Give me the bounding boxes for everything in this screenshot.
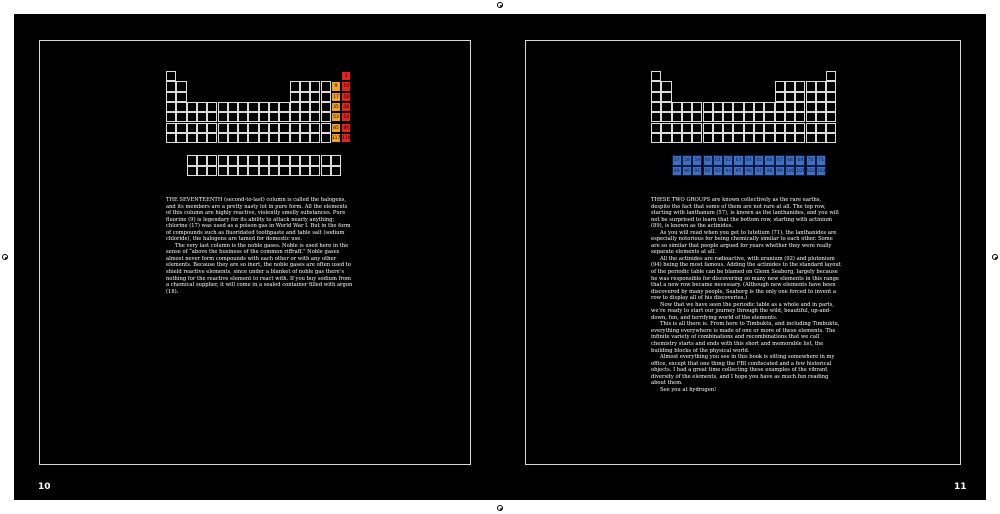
element-cell [723, 123, 733, 133]
element-cell [692, 102, 702, 112]
element-cell [816, 102, 826, 112]
element-cell [290, 92, 300, 102]
actinide-cell: 100 [785, 166, 795, 176]
actinide-cell [290, 166, 300, 176]
element-cell [651, 123, 661, 133]
element-cell [321, 112, 331, 122]
lanthanide-cell: 63 [733, 155, 743, 165]
element-cell [744, 133, 754, 143]
actinide-cell [207, 166, 217, 176]
noble-gas-cell: 54 [341, 112, 351, 122]
element-cell [775, 123, 785, 133]
actinide-cell [248, 166, 258, 176]
element-cell [795, 112, 805, 122]
element-cell [300, 133, 310, 143]
actinide-cell: 93 [713, 166, 723, 176]
element-cell [176, 92, 186, 102]
element-cell [248, 102, 258, 112]
lanthanide-cell: 58 [682, 155, 692, 165]
element-cell [795, 81, 805, 91]
right-page [500, 14, 986, 500]
element-cell [176, 112, 186, 122]
noble-gas-cell: 2 [341, 71, 351, 81]
element-cell [166, 71, 176, 81]
right-body-text [651, 197, 841, 393]
element-cell [321, 133, 331, 143]
actinide-cell [197, 166, 207, 176]
element-cell [795, 133, 805, 143]
element-cell [723, 133, 733, 143]
noble-gas-cell: 10 [341, 81, 351, 91]
element-cell [764, 123, 774, 133]
element-cell [826, 123, 836, 133]
element-cell [290, 123, 300, 133]
element-cell [207, 133, 217, 143]
element-cell [166, 81, 176, 91]
element-cell [816, 92, 826, 102]
element-cell [290, 133, 300, 143]
element-cell [661, 92, 671, 102]
element-cell [733, 133, 743, 143]
registration-mark-icon [497, 505, 503, 511]
lanthanide-cell [248, 155, 258, 165]
registration-mark-icon [2, 254, 8, 260]
element-cell [176, 133, 186, 143]
element-cell [785, 92, 795, 102]
element-cell [795, 92, 805, 102]
actinide-cell [269, 166, 279, 176]
actinide-cell [259, 166, 269, 176]
element-cell [806, 133, 816, 143]
element-cell [279, 133, 289, 143]
paragraph: THESE TWO GROUPS are known collectively as the rare earths, despite the fact that some of them are not rare at all. The top row, starting with lanthanum (57), is known as the lanthanides, and you will not be surprised to learn that the bottom row, starting with actinium (89), is known as the actinides. [651, 197, 839, 230]
lanthanide-cell: 59 [692, 155, 702, 165]
element-cell [248, 123, 258, 133]
element-cell [310, 123, 320, 133]
paragraph: All the actinides are radioactive, with uranium (92) and plutonium (94) being the most famous. Adding the actinides to the standard layout of the periodic table can be blamed on Glenn Seaborg, largely because he was responsible for discovering so many new elements in this range that a new row became necessary. (Although new elements have been discovered by many people, Seaborg is the only one forced to invent a row to display all of his discoveries.) [651, 255, 841, 302]
element-cell [651, 102, 661, 112]
element-cell [703, 102, 713, 112]
element-cell [651, 133, 661, 143]
element-cell [661, 81, 671, 91]
lanthanide-cell: 62 [723, 155, 733, 165]
element-cell [744, 102, 754, 112]
element-cell [651, 92, 661, 102]
book-spread [14, 14, 986, 500]
element-cell [713, 133, 723, 143]
paragraph: Almost everything you see in this book is sitting somewhere in my office, except that one thing the FBI confiscated and a few historical objects. I had a great time collecting these examples of the vibrant diversity of the elements, and I hope you have as much fun reading about them. [651, 354, 835, 387]
element-cell [207, 112, 217, 122]
halogen-cell: 9 [331, 81, 341, 91]
element-cell [248, 112, 258, 122]
actinide-cell: 101 [795, 166, 805, 176]
paragraph: THE SEVENTEENTH (second-to-last) column is called the halogens, and its members are a pretty nasty lot in pure form. All the elements of this column are highly reactive, violently smelly substances. Pure fluorine (9) is legendary for its ability to attack nearly anything; chlorine (17) was used as a poison gas in World War I. But in the form of compounds such as fluoridated toothpaste and table salt (sodium chloride), the halogens are tamed for domestic use. [166, 197, 351, 243]
element-cell [259, 123, 269, 133]
element-cell [775, 81, 785, 91]
lanthanide-cell: 67 [775, 155, 785, 165]
lanthanide-cell: 60 [703, 155, 713, 165]
lanthanide-cell [331, 155, 341, 165]
actinide-cell [228, 166, 238, 176]
element-cell [269, 123, 279, 133]
left-page [14, 14, 500, 500]
element-cell [785, 123, 795, 133]
element-cell [692, 133, 702, 143]
element-cell [682, 123, 692, 133]
element-cell [238, 112, 248, 122]
actinide-cell: 99 [775, 166, 785, 176]
element-cell [290, 112, 300, 122]
element-cell [310, 92, 320, 102]
element-cell [785, 133, 795, 143]
halogen-cell: 85 [331, 123, 341, 133]
element-cell [218, 112, 228, 122]
lanthanide-cell [300, 155, 310, 165]
element-cell [661, 112, 671, 122]
element-cell [300, 112, 310, 122]
lanthanide-cell: 68 [785, 155, 795, 165]
element-cell [310, 133, 320, 143]
element-cell [713, 102, 723, 112]
actinide-cell: 90 [682, 166, 692, 176]
element-cell [269, 133, 279, 143]
element-cell [290, 81, 300, 91]
element-cell [310, 112, 320, 122]
element-cell [816, 133, 826, 143]
element-cell [744, 112, 754, 122]
element-cell [300, 102, 310, 112]
element-cell [775, 112, 785, 122]
element-cell [775, 92, 785, 102]
element-cell [228, 133, 238, 143]
element-cell [816, 81, 826, 91]
element-cell [321, 81, 331, 91]
actinide-cell: 92 [703, 166, 713, 176]
element-cell [754, 112, 764, 122]
element-cell [723, 102, 733, 112]
element-cell [826, 112, 836, 122]
paragraph: The very last column is the noble gases. Noble is used here in the sense of “above the business of the common riffraff.” Noble gases almost never form compounds with each other or with any other elements. Because they are so inert, the noble gases are often used to shield reactive elements, since under a blanket of noble gas there’s nothing for the reactive element to react with. If you buy sodium from a chemical supplier, it will come in a sealed container filled with argon (18). [166, 242, 353, 295]
element-cell [207, 102, 217, 112]
element-cell [775, 102, 785, 112]
element-cell [806, 123, 816, 133]
element-cell [785, 112, 795, 122]
actinide-cell [331, 166, 341, 176]
element-cell [733, 112, 743, 122]
element-cell [176, 102, 186, 112]
noble-gas-cell: 118 [341, 133, 351, 143]
element-cell [806, 112, 816, 122]
actinide-cell: 98 [764, 166, 774, 176]
lanthanide-cell [197, 155, 207, 165]
element-cell [197, 123, 207, 133]
left-body-text [166, 197, 354, 295]
actinide-cell: 96 [744, 166, 754, 176]
element-cell [259, 112, 269, 122]
element-cell [795, 102, 805, 112]
paragraph: Now that we have seen the periodic table as a whole and in parts, we’re ready to start our journey through the wild, beautiful, up-and-down, fun, and terrifying world of the elements. [651, 301, 835, 321]
actinide-cell [321, 166, 331, 176]
element-cell [228, 123, 238, 133]
noble-gas-cell: 86 [341, 123, 351, 133]
lanthanide-cell [259, 155, 269, 165]
noble-gas-cell: 18 [341, 92, 351, 102]
element-cell [187, 133, 197, 143]
element-cell [733, 123, 743, 133]
element-cell [290, 102, 300, 112]
element-cell [259, 133, 269, 143]
element-cell [723, 112, 733, 122]
halogen-cell: 35 [331, 102, 341, 112]
element-cell [764, 102, 774, 112]
lanthanide-cell [228, 155, 238, 165]
element-cell [806, 102, 816, 112]
element-cell [218, 123, 228, 133]
element-cell [228, 112, 238, 122]
paragraph: See you at hydrogen! [660, 386, 717, 393]
element-cell [651, 81, 661, 91]
element-cell [187, 123, 197, 133]
actinide-cell [300, 166, 310, 176]
element-cell [321, 92, 331, 102]
element-cell [187, 112, 197, 122]
page-number: 10 [38, 482, 51, 492]
element-cell [672, 123, 682, 133]
element-cell [692, 123, 702, 133]
element-cell [166, 123, 176, 133]
element-cell [321, 123, 331, 133]
element-cell [713, 112, 723, 122]
element-cell [187, 102, 197, 112]
element-cell [826, 81, 836, 91]
element-cell [279, 112, 289, 122]
registration-mark-icon [992, 254, 998, 260]
actinide-cell: 89 [672, 166, 682, 176]
actinide-cell [187, 166, 197, 176]
element-cell [754, 123, 764, 133]
actinide-cell [279, 166, 289, 176]
element-cell [764, 112, 774, 122]
element-cell [269, 102, 279, 112]
paragraph: This is all there is. From here to Timbuktu, and including Timbuktu, everything everywhere is made of one or more of these elements. The infinite variety of combinations and recombinations that we call chemistry starts and ends with this short and memorable list, the building blocks of the physical world. [651, 321, 840, 354]
element-cell [176, 81, 186, 91]
lanthanide-cell: 57 [672, 155, 682, 165]
element-cell [651, 112, 661, 122]
element-cell [166, 112, 176, 122]
page-number: 11 [954, 482, 967, 492]
actinide-cell [238, 166, 248, 176]
lanthanide-cell [218, 155, 228, 165]
element-cell [764, 133, 774, 143]
actinide-cell [218, 166, 228, 176]
element-cell [682, 102, 692, 112]
element-cell [218, 102, 228, 112]
element-cell [238, 133, 248, 143]
lanthanide-cell [279, 155, 289, 165]
element-cell [661, 133, 671, 143]
element-cell [218, 133, 228, 143]
halogen-cell: 117 [331, 133, 341, 143]
lanthanide-cell: 70 [806, 155, 816, 165]
element-cell [816, 123, 826, 133]
lanthanide-cell [321, 155, 331, 165]
element-cell [795, 123, 805, 133]
element-cell [228, 102, 238, 112]
actinide-cell: 97 [754, 166, 764, 176]
actinide-cell [310, 166, 320, 176]
element-cell [672, 112, 682, 122]
element-cell [176, 123, 186, 133]
element-cell [682, 133, 692, 143]
lanthanide-cell [310, 155, 320, 165]
element-cell [300, 92, 310, 102]
lanthanide-cell [290, 155, 300, 165]
halogen-cell: 53 [331, 112, 341, 122]
element-cell [754, 102, 764, 112]
element-cell [661, 123, 671, 133]
element-cell [279, 102, 289, 112]
element-cell [238, 102, 248, 112]
lanthanide-cell [187, 155, 197, 165]
lanthanide-cell [269, 155, 279, 165]
element-cell [672, 133, 682, 143]
lanthanide-cell [238, 155, 248, 165]
element-cell [269, 112, 279, 122]
actinide-cell: 102 [806, 166, 816, 176]
halogen-cell: 17 [331, 92, 341, 102]
lanthanide-cell: 66 [764, 155, 774, 165]
element-cell [197, 102, 207, 112]
element-cell [279, 123, 289, 133]
element-cell [703, 112, 713, 122]
element-cell [207, 123, 217, 133]
element-cell [310, 102, 320, 112]
element-cell [310, 81, 320, 91]
element-cell [651, 71, 661, 81]
lanthanide-cell: 69 [795, 155, 805, 165]
lanthanide-cell: 64 [744, 155, 754, 165]
element-cell [785, 102, 795, 112]
element-cell [785, 81, 795, 91]
element-cell [661, 102, 671, 112]
actinide-cell: 91 [692, 166, 702, 176]
element-cell [300, 81, 310, 91]
element-cell [826, 71, 836, 81]
element-cell [197, 112, 207, 122]
element-cell [703, 133, 713, 143]
registration-mark-icon [497, 2, 503, 8]
element-cell [775, 133, 785, 143]
lanthanide-cell: 65 [754, 155, 764, 165]
element-cell [692, 112, 702, 122]
element-cell [826, 92, 836, 102]
actinide-cell: 95 [733, 166, 743, 176]
actinide-cell: 94 [723, 166, 733, 176]
element-cell [672, 102, 682, 112]
noble-gas-cell: 36 [341, 102, 351, 112]
element-cell [744, 123, 754, 133]
element-cell [248, 133, 258, 143]
element-cell [754, 133, 764, 143]
actinide-cell: 103 [816, 166, 826, 176]
lanthanide-cell: 71 [816, 155, 826, 165]
element-cell [682, 112, 692, 122]
element-cell [826, 102, 836, 112]
element-cell [713, 123, 723, 133]
element-cell [166, 133, 176, 143]
element-cell [259, 102, 269, 112]
lanthanide-cell [207, 155, 217, 165]
element-cell [197, 133, 207, 143]
element-cell [238, 123, 248, 133]
element-cell [806, 92, 816, 102]
paragraph: As you will read when you get to lutetium (71), the lanthanides are especially notorious for being chemically similar to each other. Some are so similar that people argued for years whether they were really separate elements at all. [651, 229, 837, 256]
lanthanide-cell: 61 [713, 155, 723, 165]
element-cell [300, 123, 310, 133]
element-cell [166, 102, 176, 112]
element-cell [806, 81, 816, 91]
element-cell [826, 133, 836, 143]
element-cell [733, 102, 743, 112]
element-cell [321, 102, 331, 112]
element-cell [166, 92, 176, 102]
element-cell [816, 112, 826, 122]
element-cell [703, 123, 713, 133]
